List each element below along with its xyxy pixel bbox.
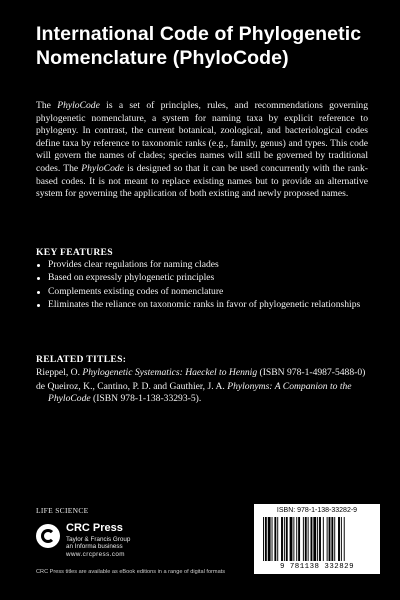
desc-emphasis-2: PhyloCode bbox=[81, 162, 124, 174]
desc-text-1: The bbox=[36, 100, 58, 111]
title-line-1: International Code of Phylogenetic bbox=[36, 23, 362, 45]
publisher-tagline: an Informa business bbox=[66, 543, 123, 550]
related-isbn: (ISBN 978-1-4987-5488-0) bbox=[257, 367, 366, 378]
key-feature-item: Eliminates the reliance on taxonomic ranks in favor of phylogenetic relationships bbox=[36, 299, 366, 311]
key-features-list bbox=[36, 259, 366, 313]
desc-text-3: is designed so that it can be used concurrently with the rank-based codes. It is not meant to replace existing names but to provide an alternative system for governing the application of both existing and newly proposed names. bbox=[36, 162, 368, 200]
key-features-heading: KEY FEATURES bbox=[36, 247, 113, 258]
publisher-name: CRC Press bbox=[66, 522, 123, 534]
related-title: Phylogenetic Systematics: Haeckel to Hennig bbox=[82, 367, 258, 378]
related-title: Phylonyms: A Companion to the bbox=[227, 380, 352, 392]
book-title bbox=[36, 22, 376, 70]
title-line-2: Nomenclature (PhyloCode) bbox=[36, 47, 289, 69]
barcode-icon bbox=[261, 517, 373, 563]
related-titles-list bbox=[36, 367, 376, 407]
crc-logo-icon bbox=[36, 524, 60, 548]
key-feature-item: Complements existing codes of nomenclature bbox=[36, 286, 366, 298]
related-title-item bbox=[36, 367, 376, 380]
barcode-block bbox=[254, 504, 380, 574]
book-description bbox=[36, 100, 368, 201]
related-title-cont: PhyloCode bbox=[48, 393, 91, 405]
subject-category: LIFE SCIENCE bbox=[36, 506, 89, 515]
related-author: de Queiroz, K., Cantino, P. D. and Gauthier, J. A. bbox=[36, 380, 228, 392]
barcode-digits: 9 781138 332829 bbox=[279, 563, 355, 571]
key-feature-item: Provides clear regulations for naming clades bbox=[36, 259, 366, 271]
related-title-item bbox=[36, 381, 376, 406]
related-titles-heading: RELATED TITLES: bbox=[36, 354, 127, 365]
desc-text-2: is a set of principles, rules, and recommendations governing phylogenetic nomenclature, a system for naming taxa by explicit reference to phylogeny. In contrast, the current botanical, zoological, and bacteriological codes define taxa by reference to taxonomic ranks (e.g., family, genus) and types. This code will govern the names of clades; species names will still be governed by traditional codes. The bbox=[36, 100, 368, 174]
description-paragraph bbox=[36, 100, 368, 201]
publisher-url: www.crcpress.com bbox=[66, 551, 125, 558]
key-feature-item: Based on expressly phylogenetic principles bbox=[36, 272, 366, 284]
desc-emphasis-1: PhyloCode bbox=[57, 100, 100, 111]
related-isbn: (ISBN 978-1-138-33293-5). bbox=[90, 393, 202, 405]
related-author: Rieppel, O. bbox=[36, 367, 83, 378]
isbn-label: ISBN: 978-1-138-33282-9 bbox=[276, 507, 358, 514]
ebook-note: CRC Press titles are available as eBook editions in a range of digital formats bbox=[36, 569, 226, 575]
publisher-group: Taylor & Francis Group bbox=[66, 536, 131, 543]
publisher-block bbox=[36, 522, 206, 562]
